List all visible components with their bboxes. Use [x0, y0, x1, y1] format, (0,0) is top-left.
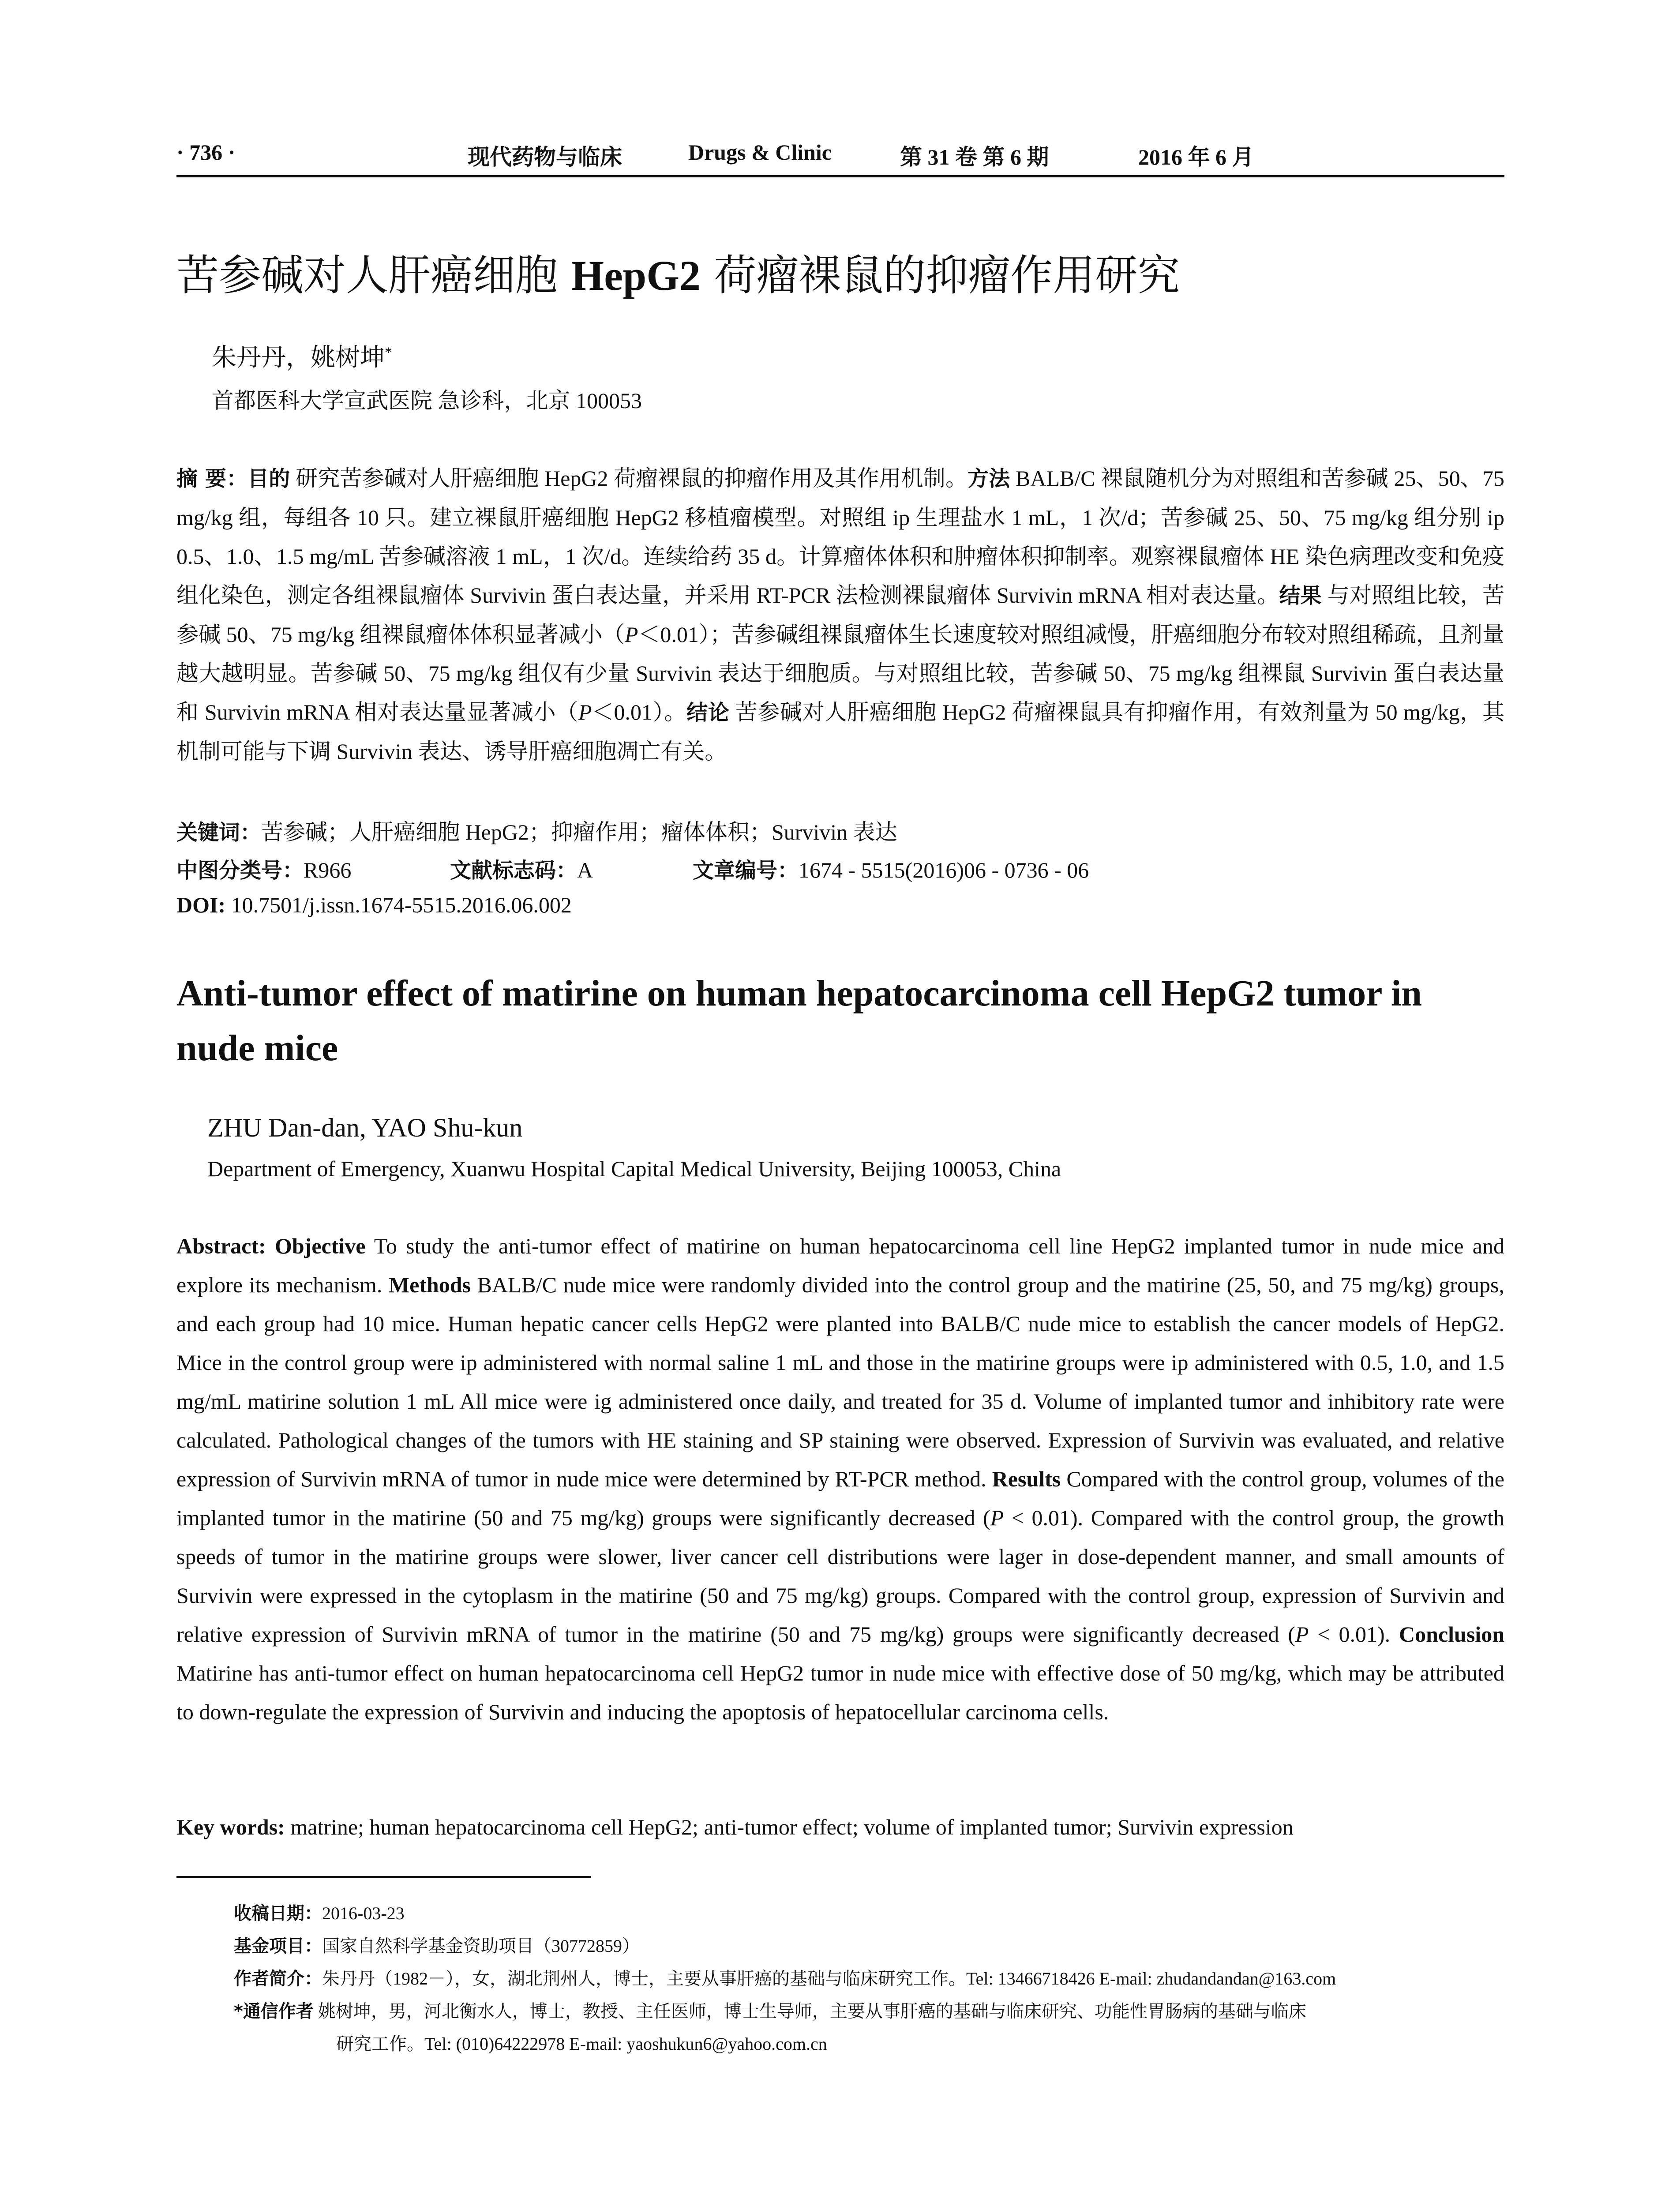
cn-title-part: 荷瘤裸鼠的抑瘤作用研究 — [700, 251, 1180, 300]
cn-conclusion: 苦参碱对人肝癌细胞 HepG2 荷瘤裸鼠具有抑瘤作用，有效剂量为 50 mg/kg，其机制可能与下调 Survivin 表达、诱导肝癌细胞凋亡有关。 — [176, 700, 1504, 764]
en-abstract — [176, 1227, 1504, 1731]
footnote-label: 作者简介： — [234, 1969, 322, 1989]
article-page — [176, 0, 1504, 2206]
journal-name-en: Drugs & Clinic — [688, 140, 832, 165]
header-rule — [176, 175, 1504, 177]
en-results-label: Results — [992, 1467, 1061, 1491]
cn-results: ＜0.01）。 — [592, 700, 687, 724]
cn-results: ＜0.01）；苦参碱组裸鼠瘤体生长速度较对照组减慢，肝癌细胞分布较对照组稀疏，且剂量越大越明显。苦参碱 50、75 mg/kg 组仅有少量 Survivin 表达于细胞质。与对照组比较，苦参碱 50、75 mg/kg 组裸鼠 Survivin 蛋白表达量和 Survivin mRNA 相对表达量显著减小（ — [176, 622, 1504, 724]
footnote-fund — [234, 1930, 1504, 1962]
footnote-label: 基金项目： — [234, 1936, 322, 1956]
p-value-symbol: P — [1295, 1622, 1309, 1647]
clc-value: R966 — [304, 858, 352, 882]
footnote-text: 姚树坤，男，河北衡水人，博士，教授、主任医师，博士生导师，主要从事肝癌的基础与临床研究、功能性胃肠病的基础与临床 — [313, 2001, 1306, 2021]
footnote-rule — [176, 1876, 591, 1878]
en-authors: ZHU Dan-dan, YAO Shu-kun — [207, 1113, 523, 1142]
cn-keywords-text: 苦参碱；人肝癌细胞 HepG2；抑瘤作用；瘤体体积；Survivin 表达 — [261, 820, 897, 844]
cn-abstract — [176, 459, 1504, 771]
corresponding-mark: * — [385, 344, 392, 361]
footnote-received — [234, 1897, 1504, 1930]
cn-keywords — [176, 814, 1504, 846]
p-value-symbol: P — [624, 622, 638, 647]
journal-issue: 第 31 卷 第 6 期 — [900, 145, 1049, 169]
cn-results: 与对照组比较，苦参碱 50、75 mg/kg 组裸鼠瘤体体积显著减小（ — [176, 583, 1504, 647]
en-methods-label: Methods — [388, 1272, 471, 1297]
footnote-label: 收稿日期： — [234, 1903, 322, 1924]
footnote-label: *通信作者 — [234, 2001, 314, 2022]
page-number: · 736 · — [176, 140, 236, 165]
footnote-corresponding-cont: 研究工作。Tel: (010)64222978 E-mail: yaoshukun6@yahoo.com.cn — [336, 2034, 827, 2054]
en-keywords-label: Key words: — [176, 1815, 285, 1839]
cn-results-label: 结果 — [1279, 583, 1322, 608]
cn-keywords-label: 关键词： — [176, 820, 262, 845]
cn-abstract-label: 摘 要： — [176, 466, 248, 491]
article-no-label: 文章编号： — [693, 858, 799, 883]
cn-objective: 研究苦参碱对人肝癌细胞 HepG2 荷瘤裸鼠的抑瘤作用及其作用机制。 — [290, 466, 968, 491]
en-objective: To study the anti-tumor effect of matirine on human hepatocarcinoma cell line HepG2 implanted tumor in nude mice and explore its mechanism. — [176, 1234, 1504, 1297]
cn-title — [176, 242, 1504, 302]
en-keywords — [176, 1814, 1504, 1840]
running-header — [176, 139, 1504, 175]
footnote-text: 2016-03-23 — [322, 1903, 405, 1923]
cn-author-names: 朱丹丹，姚树坤 — [212, 344, 385, 371]
article-no-value: 1674 - 5515(2016)06 - 0736 - 06 — [799, 858, 1089, 882]
doc-code-value: A — [577, 858, 593, 882]
footnote-text: 朱丹丹（1982－），女，湖北荆州人，博士，主要从事肝癌的基础与临床研究工作。Tel: 13466718426 E-mail: zhudandandan@163.com — [322, 1969, 1336, 1988]
en-conclusion: Matirine has anti-tumor effect on human hepatocarcinoma cell HepG2 tumor in nude mice with effective dose of 50 mg/kg, which may be attributed to down-regulate the expression of Survivin and inducing the apoptosis of hepatocellular carcinoma cells. — [176, 1661, 1504, 1724]
doi-link[interactable]: 10.7501/j.issn.1674-5515.2016.06.002 — [231, 893, 572, 917]
cn-methods: BALB/C 裸鼠随机分为对照组和苦参碱 25、50、75 mg/kg 组，每组各 10 只。建立裸鼠肝癌细胞 HepG2 移植瘤模型。对照组 ip 生理盐水 1 mL，1 次/d；苦参碱 25、50、75 mg/kg 组分别 ip 0.5、1.0、1.5 mg/mL 苦参碱溶液 1 mL，1 次/d。连续给药 35 d。计算瘤体体积和肿瘤体积抑制率。观察裸鼠瘤体 HE 染色病理改变和免疫组化染色，测定各组裸鼠瘤体 Survivin 蛋白表达量，并采用 RT-PCR 法检测裸鼠瘤体 Survivin mRNA 相对表达量。 — [176, 466, 1504, 608]
footnote-author — [234, 1962, 1504, 1995]
cn-affiliation: 首都医科大学宣武医院 急诊科，北京 100053 — [212, 388, 642, 413]
footnotes — [234, 1897, 1504, 2060]
doc-code-label: 文献标志码： — [450, 858, 578, 883]
cn-methods-label: 方法 — [968, 466, 1010, 491]
clc-label: 中图分类号： — [176, 858, 304, 883]
doi-label: DOI: — [176, 893, 231, 917]
en-title: Anti-tumor effect of matirine on human hepatocarcinoma cell HepG2 tumor in nude mice — [176, 973, 1422, 1069]
cn-title-part: 苦参碱对人肝癌细胞 — [176, 251, 571, 300]
cn-title-latin: HepG2 — [571, 252, 701, 299]
p-value-symbol: P — [578, 700, 592, 724]
cn-conclusion-label: 结论 — [686, 700, 730, 725]
cn-objective-label: 目的 — [248, 466, 290, 491]
journal-name-cn: 现代药物与临床 — [468, 145, 622, 169]
en-abstract-label: Abstract: Objective — [176, 1234, 366, 1258]
cn-authors — [212, 338, 392, 373]
en-results: < 0.01). Compared with the control group, the growth speeds of tumor in the matirine groups were slower, liver cancer cell distributions were lager in dose-dependent manner, and small amounts of Survivin were expressed in the cytoplasm in the matirine (50 and 75 mg/kg) groups. Compared with the control group, expression of Survivin and relative expression of Survivin mRNA of tumor in the matirine (50 and 75 mg/kg) groups were significantly decreased ( — [176, 1505, 1504, 1647]
en-results: < 0.01). — [1309, 1622, 1399, 1647]
en-affiliation: Department of Emergency, Xuanwu Hospital Capital Medical University, Beijing 100053, China — [207, 1156, 1061, 1181]
en-methods: BALB/C nude mice were randomly divided into the control group and the matirine (25, 50, and 75 mg/kg) groups, and each group had 10 mice. Human hepatic cancer cells HepG2 were planted into BALB/C nude mice to establish the cancer models of HepG2. Mice in the control group were ip administered with normal saline 1 mL and those in the matirine groups were ip administered with 0.5, 1.0, and 1.5 mg/mL matirine solution 1 mL All mice were ig administered once daily, and treated for 35 d. Volume of implanted tumor and inhibitory rate were calculated. Pathological changes of the tumors with HE staining and SP staining were observed. Expression of Survivin was evaluated, and relative expression of Survivin mRNA of tumor in nude mice were determined by RT-PCR method. — [176, 1272, 1504, 1491]
doi-line — [176, 892, 1504, 918]
en-results: Compared with the control group, volumes of the implanted tumor in the matirine (50 and 75 mg/kg) groups were significantly decreased ( — [176, 1467, 1504, 1530]
footnote-corresponding — [234, 1995, 1504, 2028]
p-value-symbol: P — [990, 1505, 1004, 1530]
journal-date: 2016 年 6 月 — [1138, 145, 1254, 169]
en-keywords-text: matrine; human hepatocarcinoma cell HepG2; anti-tumor effect; volume of implanted tumor; Survivin expression — [285, 1815, 1294, 1839]
footnote-text: 国家自然科学基金资助项目（30772859） — [322, 1936, 640, 1956]
en-conclusion-label: Conclusion — [1399, 1622, 1504, 1647]
